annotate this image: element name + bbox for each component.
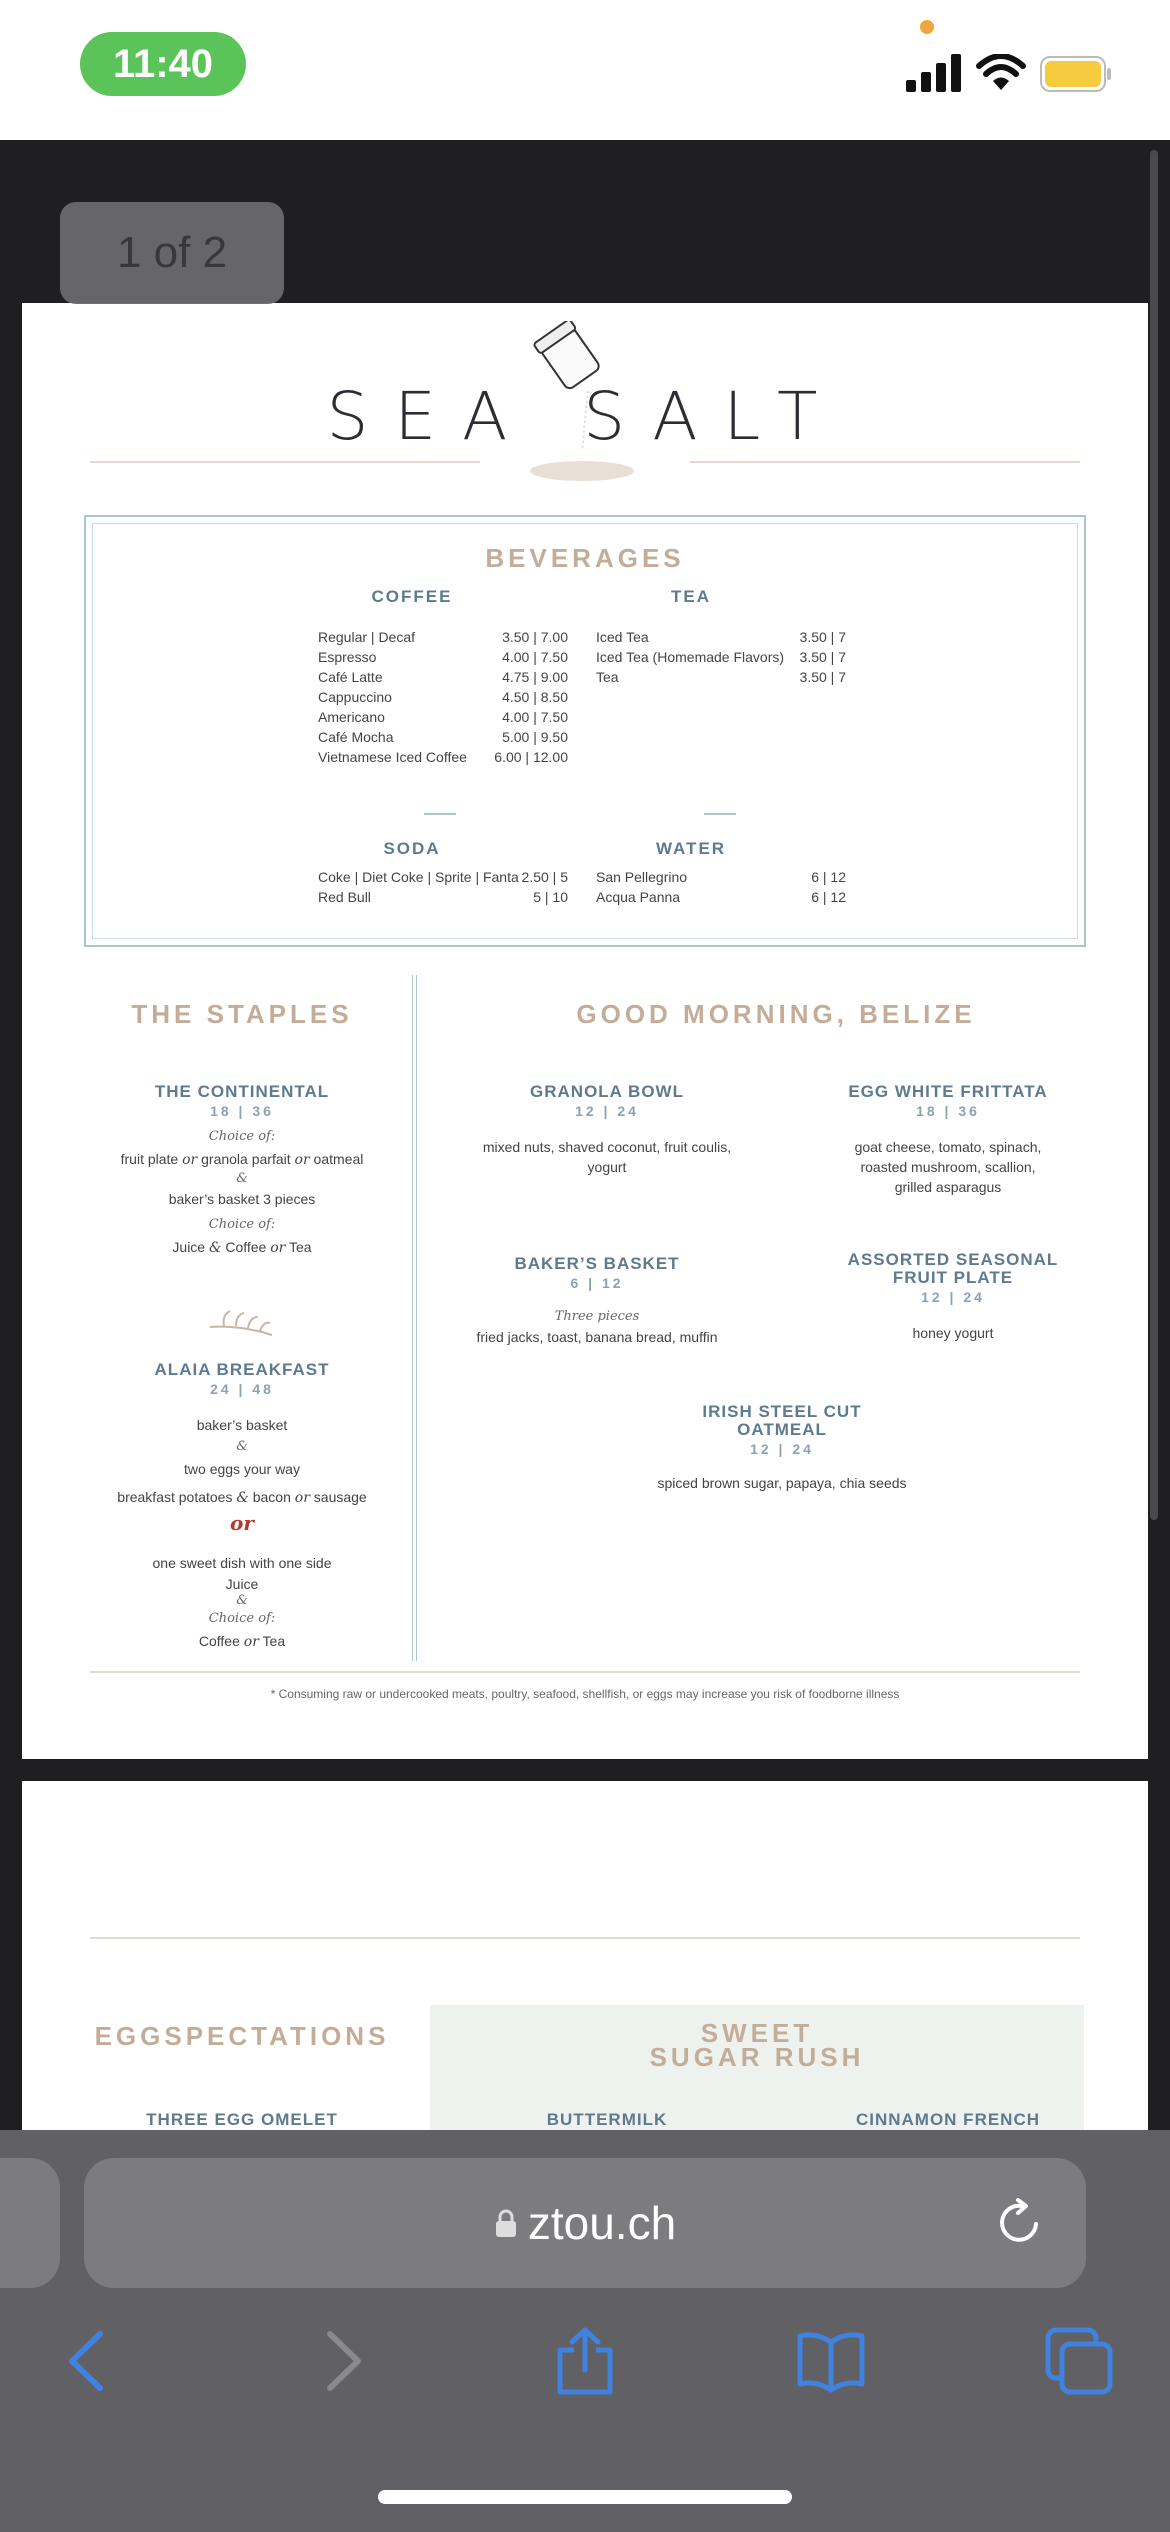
coffee-row: [318, 729, 568, 745]
tea-water-divider: [704, 813, 736, 815]
item-price: 4.00 | 7.50: [502, 709, 568, 725]
item-price: 6 | 12: [811, 869, 846, 885]
fruit-desc: honey yogurt: [912, 1325, 994, 1341]
logo-divider-right: [690, 461, 1080, 463]
address-display[interactable]: [84, 2158, 1086, 2288]
item-name: Red Bull: [318, 889, 371, 905]
item-price: 5.00 | 9.50: [502, 729, 568, 745]
oatmeal-price: 12 | 24: [750, 1441, 814, 1457]
eggspectations-title: EGGSPECTATIONS: [94, 2021, 390, 2051]
tea-row: [596, 629, 846, 645]
page-counter: 1 of 2: [60, 202, 284, 304]
oatmeal-title: IRISH STEEL CUT OATMEAL: [702, 1402, 862, 1439]
item-price: 2.50 | 5: [521, 869, 568, 885]
cinnamon-title: CINNAMON FRENCH: [855, 2110, 1041, 2129]
item-name: Tea: [596, 669, 619, 685]
bakers-price: 6 | 12: [570, 1275, 624, 1291]
choice-label: Choice of:: [208, 1611, 276, 1626]
oatmeal-desc: spiced brown sugar, papaya, chia seeds: [657, 1475, 907, 1491]
brand-left: SEA: [326, 378, 534, 455]
bakers-desc: fried jacks, toast, banana bread, muffin: [476, 1329, 718, 1345]
item-price: 5 | 10: [533, 889, 568, 905]
cellular-signal-icon: [906, 52, 962, 92]
item-name: Espresso: [318, 649, 377, 665]
frittata-price: 18 | 36: [916, 1103, 980, 1119]
leaf-sprig-icon: [206, 1307, 276, 1339]
alaia-line: two eggs your way: [184, 1461, 300, 1477]
alaia-line: Juice: [225, 1576, 259, 1592]
frittata-desc: grilled asparagus: [894, 1179, 1002, 1195]
item-price: 3.50 | 7.00: [502, 629, 568, 645]
item-price: 3.50 | 7: [799, 649, 846, 665]
fruit-price: 12 | 24: [921, 1289, 985, 1305]
tea-title: TEA: [671, 587, 711, 606]
coffee-title: COFFEE: [371, 587, 453, 606]
soda-title: SODA: [383, 839, 441, 858]
coffee-soda-divider: [424, 813, 456, 815]
section-divider: [412, 975, 417, 1661]
scrollbar-thumb[interactable]: [1150, 150, 1158, 1520]
lock-icon: [494, 2208, 518, 2238]
url-text: ztou.ch: [527, 2197, 677, 2249]
footer-divider: [90, 1671, 1080, 1673]
item-name: Cappuccino: [318, 689, 392, 705]
bookmarks-icon[interactable]: [796, 2326, 866, 2396]
pdf-viewer[interactable]: [0, 140, 1170, 2160]
granola-desc: yogurt: [587, 1159, 627, 1175]
tabs-icon[interactable]: [1044, 2326, 1114, 2396]
disclaimer: * Consuming raw or undercooked meats, poultry, seafood, shellfish, or eggs may increase you risk of foodborne illness: [270, 1687, 900, 1701]
alaia-line: baker’s basket: [196, 1417, 288, 1433]
continental-line: baker’s basket 3 pieces: [168, 1191, 316, 1207]
status-bar: [0, 0, 1170, 140]
buttermilk-title: BUTTERMILK: [546, 2110, 668, 2129]
alaia-price: 24 | 48: [210, 1381, 274, 1397]
item-price: 3.50 | 7: [799, 629, 846, 645]
granola-desc: mixed nuts, shaved coconut, fruit coulis,: [482, 1139, 732, 1155]
ampersand: &: [236, 1439, 248, 1454]
continental-price: 18 | 36: [210, 1103, 274, 1119]
coffee-row: [318, 649, 568, 665]
coffee-row: [318, 629, 568, 645]
frittata-title: EGG WHITE FRITTATA: [848, 1082, 1048, 1101]
item-price: 6.00 | 12.00: [494, 749, 568, 765]
choice-label: Choice of:: [208, 1129, 276, 1144]
item-name: Iced Tea (Homemade Flavors): [596, 649, 785, 665]
previous-tab-bar[interactable]: [0, 2158, 60, 2288]
item-name: Vietnamese Iced Coffee: [318, 749, 467, 765]
continental-line: fruit plate or granola parfait or oatmeal: [120, 1151, 364, 1168]
frittata-desc: roasted mushroom, scallion,: [860, 1159, 1036, 1175]
item-name: Café Latte: [318, 669, 383, 685]
granola-title: GRANOLA BOWL: [530, 1082, 684, 1101]
back-icon[interactable]: [54, 2326, 124, 2396]
brand-logo: [22, 378, 1148, 455]
tea-row: [596, 669, 846, 685]
item-price: 3.50 | 7: [799, 669, 846, 685]
bakers-title: BAKER’S BASKET: [514, 1254, 680, 1273]
alaia-line: one sweet dish with one side: [152, 1555, 332, 1571]
item-name: Coke | Diet Coke | Sprite | Fanta: [318, 869, 519, 885]
home-indicator[interactable]: [378, 2490, 792, 2504]
continental-line: Juice & Coffee or Tea: [172, 1239, 312, 1256]
share-icon[interactable]: [550, 2326, 620, 2396]
fruit-title: ASSORTED SEASONAL FRUIT PLATE: [847, 1250, 1059, 1287]
brand-right: SALT: [583, 378, 844, 455]
logo-divider-left: [90, 461, 480, 463]
item-name: Café Mocha: [318, 729, 394, 745]
battery-icon: [1040, 56, 1112, 92]
menu-page-1: [22, 303, 1148, 1759]
soda-row: [318, 869, 568, 885]
address-bar[interactable]: [84, 2158, 1086, 2288]
item-name: Regular | Decaf: [318, 629, 416, 645]
choice-label: Choice of:: [208, 1217, 276, 1232]
alaia-title: ALAIA BREAKFAST: [154, 1360, 330, 1379]
coffee-row: [318, 669, 568, 685]
staples-title: THE STAPLES: [131, 999, 353, 1029]
item-name: San Pellegrino: [596, 869, 688, 885]
coffee-row: [318, 709, 568, 725]
reload-icon[interactable]: [992, 2196, 1046, 2250]
bakers-note: Three pieces: [554, 1309, 640, 1324]
beverages-title: BEVERAGES: [485, 543, 685, 573]
coffee-row: [318, 749, 568, 765]
ampersand: &: [236, 1593, 248, 1608]
item-name: Acqua Panna: [596, 889, 681, 905]
item-price: 4.75 | 9.00: [502, 669, 568, 685]
menu-page-2: [22, 1781, 1148, 2160]
or-separator: or: [230, 1511, 254, 1535]
privacy-indicator-dot: [920, 20, 934, 34]
tea-row: [596, 649, 846, 665]
granola-price: 12 | 24: [575, 1103, 639, 1119]
page2-divider: [90, 1937, 1080, 1939]
alaia-line: breakfast potatoes & bacon or sausage: [117, 1489, 367, 1506]
water-title: WATER: [655, 839, 727, 858]
item-price: 4.50 | 8.50: [502, 689, 568, 705]
coffee-row: [318, 689, 568, 705]
good-morning-title: GOOD MORNING, BELIZE: [576, 999, 976, 1029]
beverages-box: [84, 515, 1086, 947]
item-name: Americano: [318, 709, 385, 725]
sweet-sugar-rush-title: SWEET SUGAR RUSH: [649, 2018, 865, 2072]
water-row: [596, 889, 846, 905]
frittata-desc: goat cheese, tomato, spinach,: [854, 1139, 1042, 1155]
ampersand: &: [236, 1171, 248, 1186]
item-price: 6 | 12: [811, 889, 846, 905]
wifi-icon: [976, 54, 1026, 92]
item-name: Iced Tea: [596, 629, 649, 645]
status-time[interactable]: 11:40: [80, 32, 246, 96]
omelet-title: THREE EGG OMELET: [146, 2110, 338, 2129]
continental-title: THE CONTINENTAL: [154, 1082, 330, 1101]
alaia-line: Coffee or Tea: [198, 1633, 286, 1650]
water-row: [596, 869, 846, 885]
item-price: 4.00 | 7.50: [502, 649, 568, 665]
soda-row: [318, 889, 568, 905]
forward-icon[interactable]: [306, 2326, 376, 2396]
